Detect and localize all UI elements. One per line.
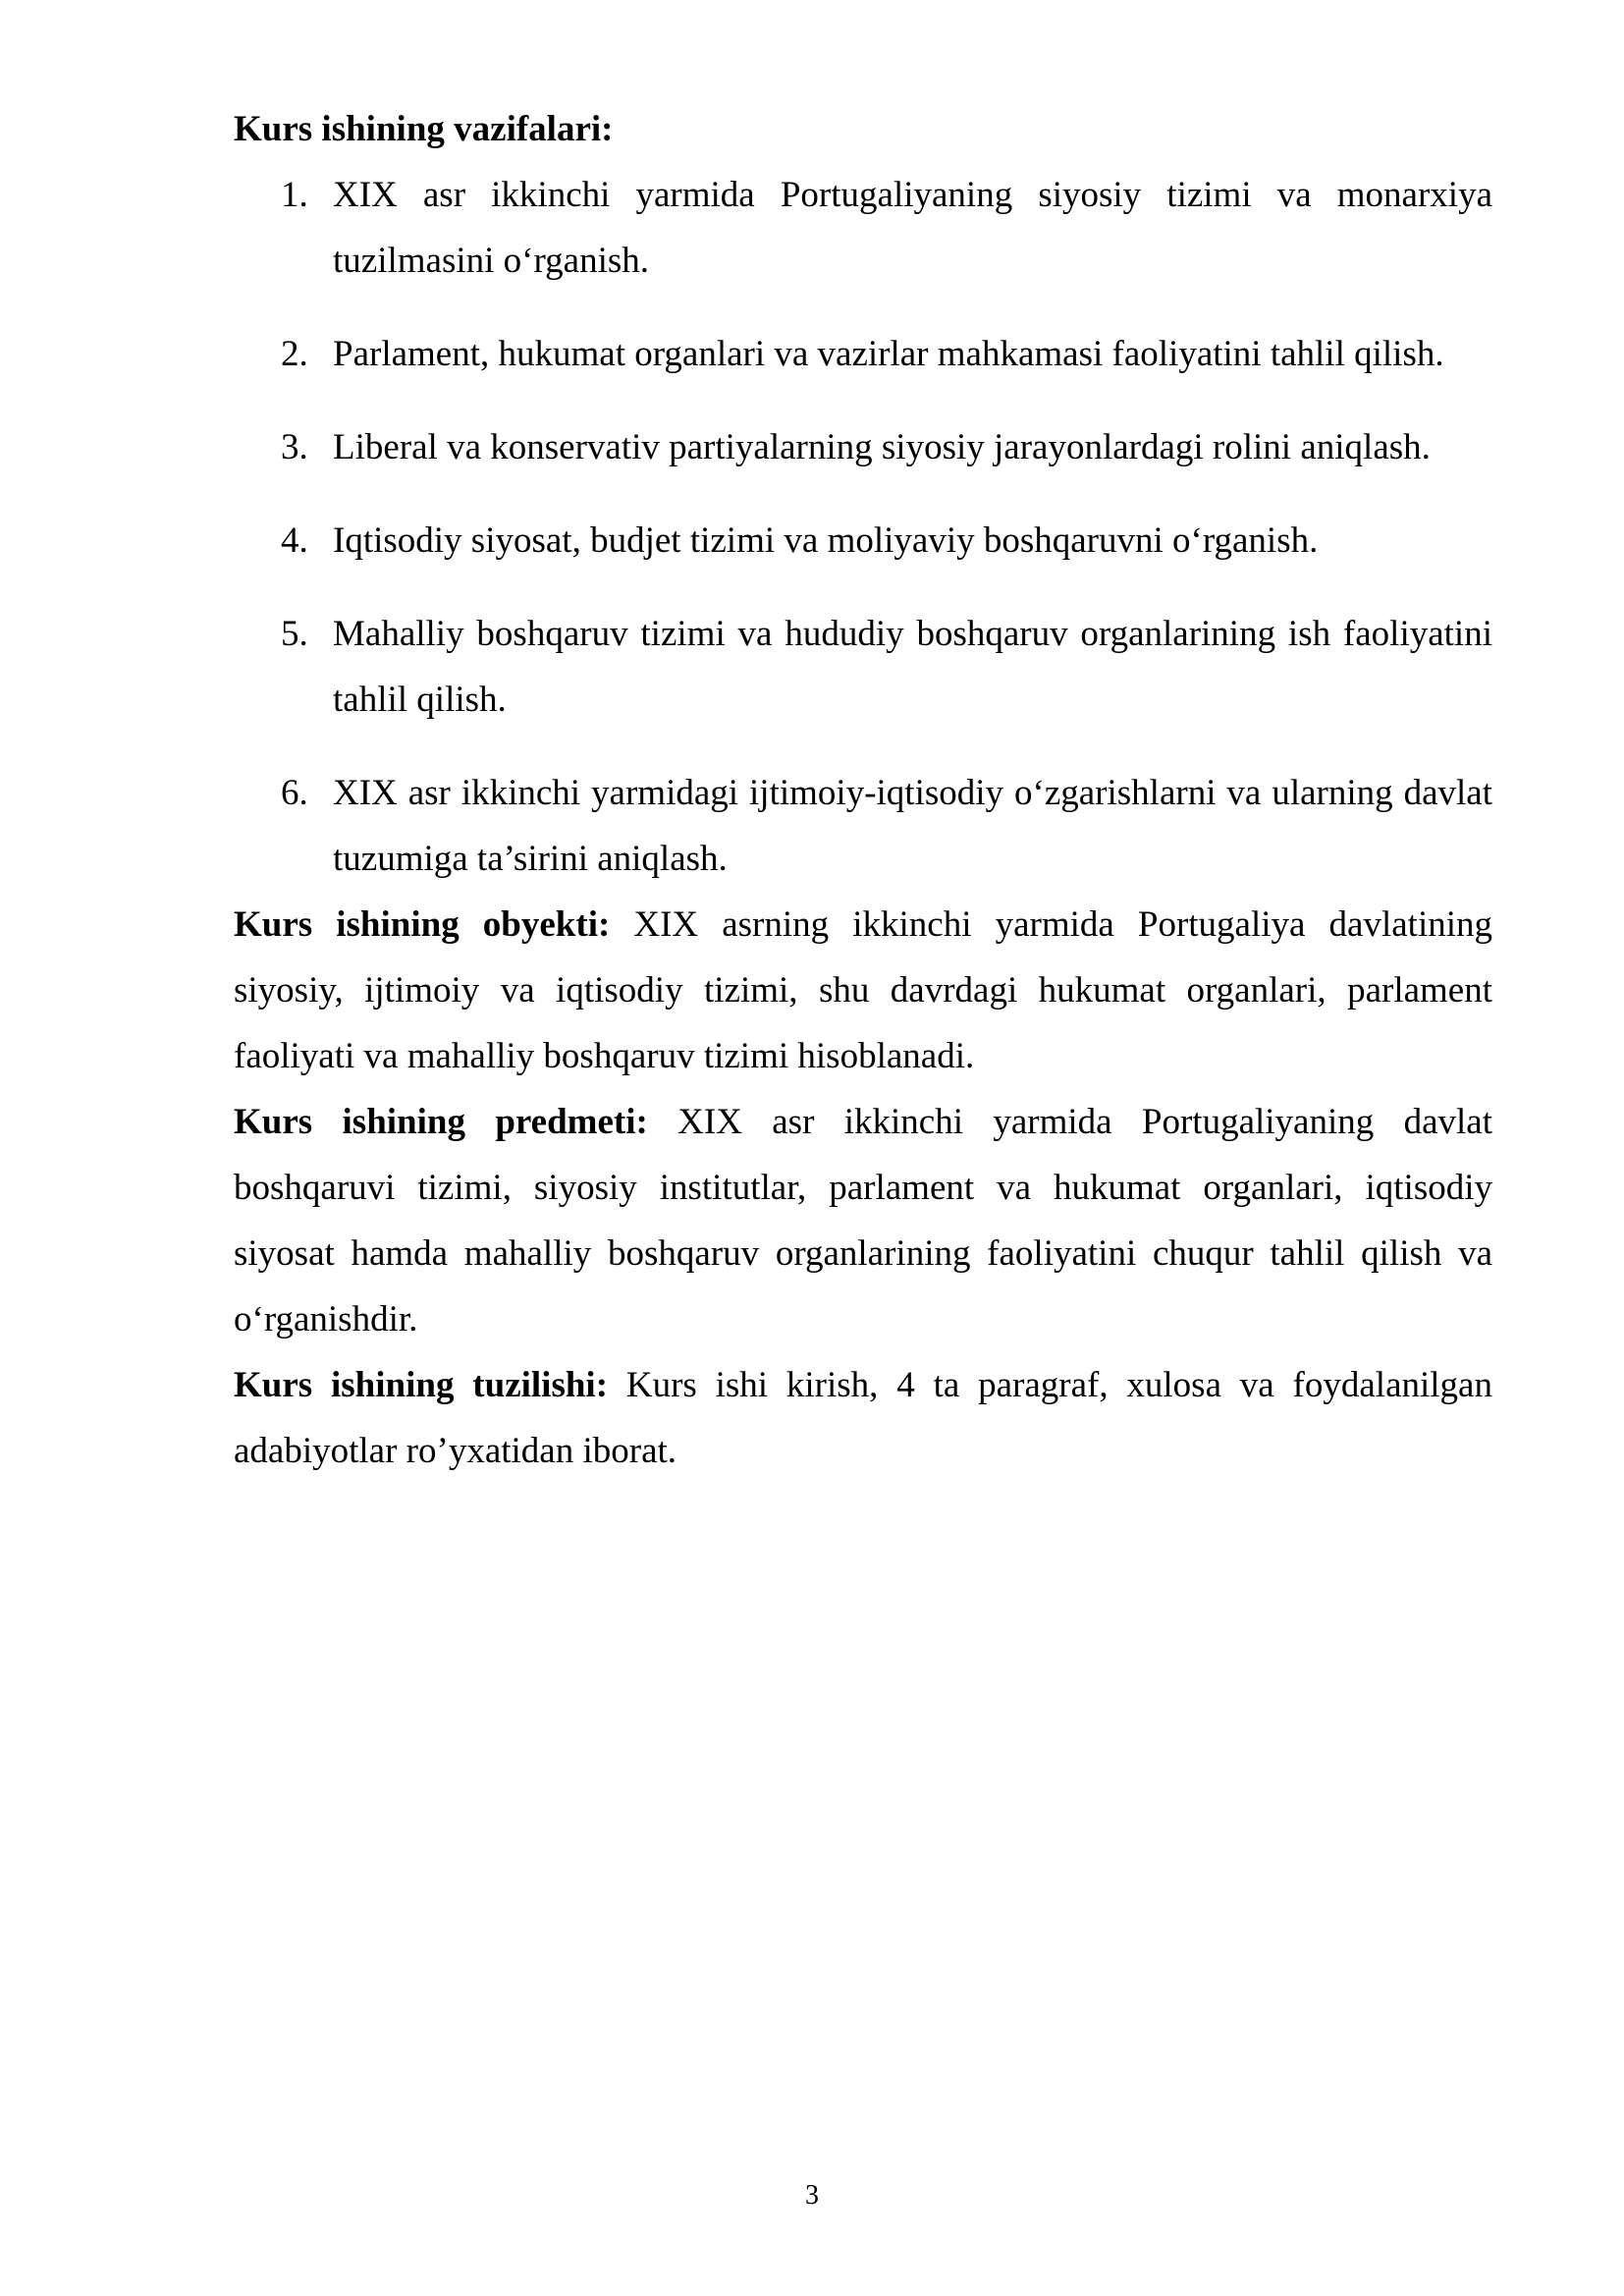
list-item (234, 760, 1492, 892)
list-item-number: 1. (281, 175, 308, 215)
tasks-list (234, 162, 1492, 892)
list-item-text: Iqtisodiy siyosat, budjet tizimi va moliyaviy boshqaruvni o‘rganish. (333, 520, 1319, 561)
list-item-text: XIX asr ikkinchi yarmidagi ijtimoiy-iqtisodiy o‘zgarishlarni va ularning davlat tuzumiga ta’sirini aniqlash. (333, 773, 1492, 879)
list-item-text: Mahalliy boshqaruv tizimi va hududiy boshqaruv organlarining ish faoliyatini tahlil qilish. (333, 614, 1492, 720)
list-item-number: 5. (281, 614, 308, 654)
object-paragraph (234, 892, 1492, 1089)
subject-text: XIX asr ikkinchi yarmida Portugaliyaning davlat boshqaruvi tizimi, siyosiy institutlar, parlament va hukumat organlari, iqtisodiy siyosat hamda mahalliy boshqaruv organlarining faoliyatini chuqur tahlil qilish va o‘rganishdir. (234, 1102, 1492, 1339)
page-content (234, 96, 1492, 1484)
structure-paragraph (234, 1352, 1492, 1484)
subject-paragraph (234, 1089, 1492, 1352)
structure-label: Kurs ishining tuzilishi: (234, 1365, 609, 1405)
object-label: Kurs ishining obyekti: (234, 904, 611, 945)
list-item (234, 414, 1492, 480)
list-item-text: XIX asr ikkinchi yarmida Portugaliyaning siyosiy tizimi va monarxiya tuzilmasini o‘rganish. (333, 175, 1492, 281)
object-text: XIX asrning ikkinchi yarmida Portugaliya davlatining siyosiy, ijtimoiy va iqtisodiy tizimi, shu davrdagi hukumat organlari, parlament faoliyati va mahalliy boshqaruv tizimi hisoblanadi. (234, 904, 1492, 1076)
list-item-text: Parlament, hukumat organlari va vazirlar mahkamasi faoliyatini tahlil qilish. (333, 334, 1444, 374)
page-number: 3 (805, 2180, 819, 2211)
list-item (234, 601, 1492, 733)
list-item-text: Liberal va konservativ partiyalarning siyosiy jarayonlardagi rolini aniqlash. (333, 427, 1431, 467)
list-item (234, 162, 1492, 294)
list-item-number: 3. (281, 427, 308, 467)
list-item-number: 4. (281, 520, 308, 561)
list-item-number: 6. (281, 773, 308, 813)
tasks-heading: Kurs ishining vazifalari: (234, 109, 614, 149)
list-item (234, 508, 1492, 574)
list-item (234, 321, 1492, 387)
structure-text: Kurs ishi kirish, 4 ta paragraf, xulosa va foydalanilgan adabiyotlar ro’yxatidan iborat. (234, 1365, 1492, 1471)
subject-label: Kurs ishining predmeti: (234, 1102, 648, 1142)
list-item-number: 2. (281, 334, 308, 374)
